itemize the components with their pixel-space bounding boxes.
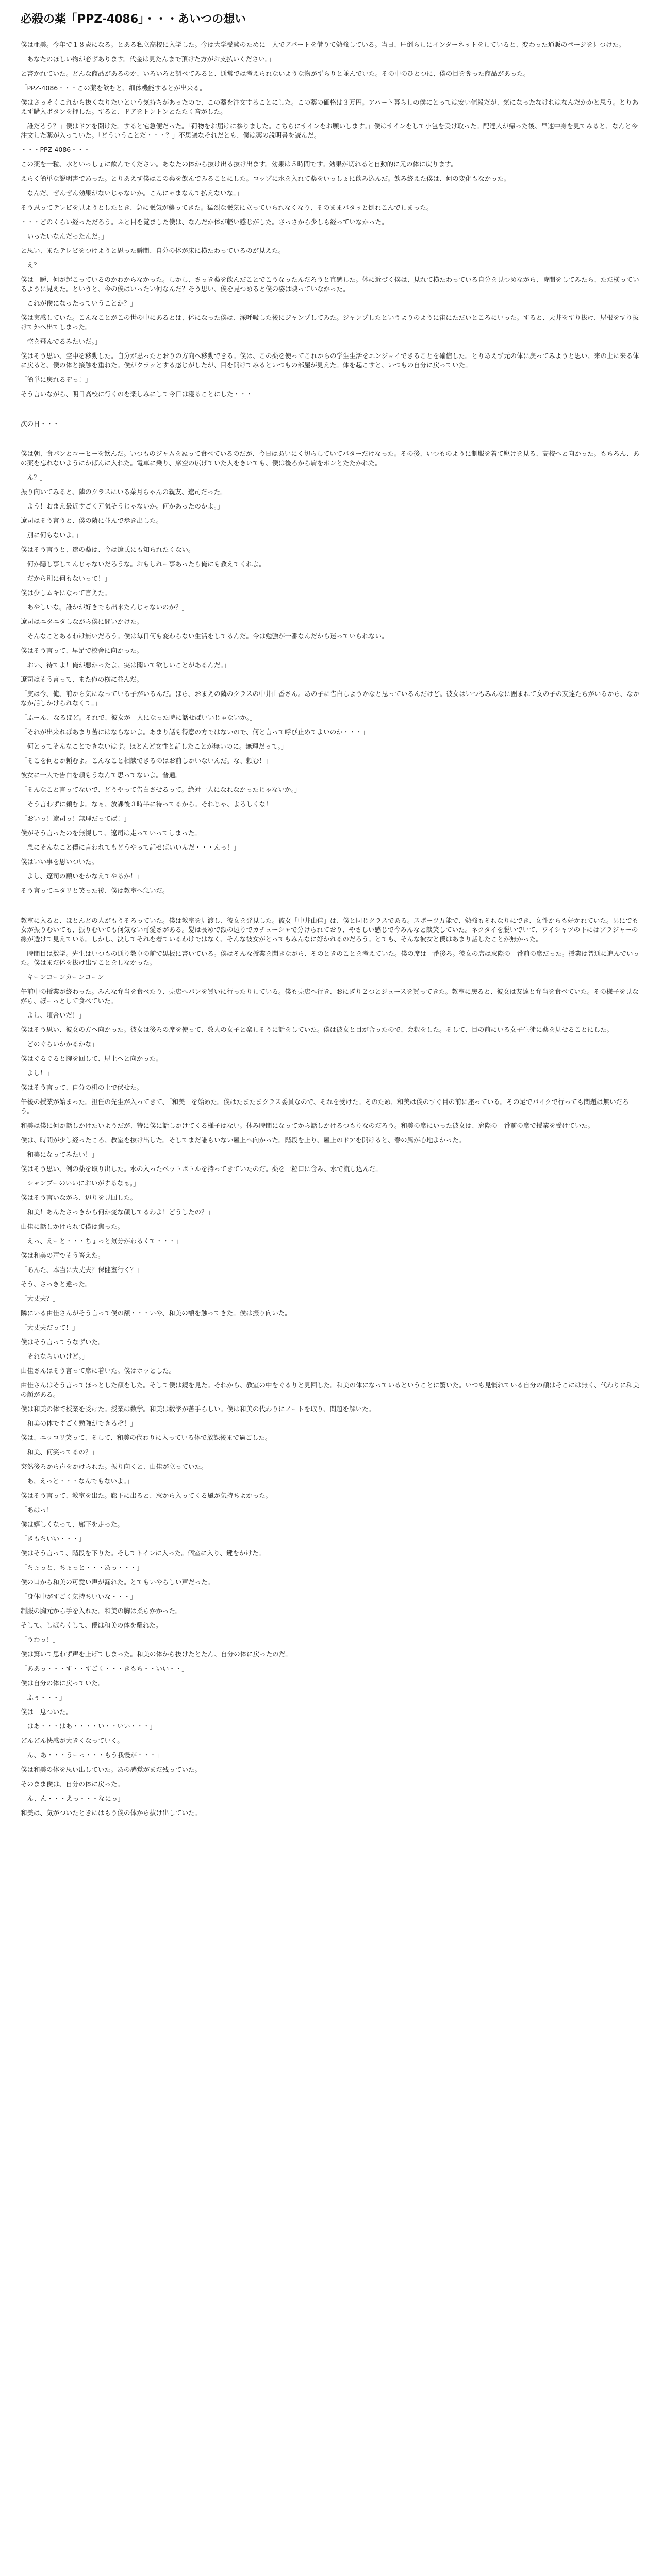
story-paragraph: 僕はさっそくこれから抜くなりたいという気持ちがあったので、この薬を注文することにした。この薬の価格は３万円。アパート暮らしの僕にとっては安い値段だが、気になったなけれはなんだかかと思う。とりあえず購入ボタンを押した。すると、ドアをトントンとたたく音がした。 xyxy=(21,98,639,115)
story-paragraph: 「簡単に戻れるぞっ！」 xyxy=(21,376,92,383)
story-paragraph: 由佳さんはそう言って席に着いた。僕はホッとした。 xyxy=(21,1367,176,1375)
page-title: 必殺の薬「PPZ-4086」・・・あいつの想い xyxy=(21,13,246,26)
story-paragraph: 「ん、あ・・・うーっ・・・もう我慢が・・・」 xyxy=(21,1751,163,1759)
story-paragraph: 「あ、えっと・・・なんでもないよ。」 xyxy=(21,1477,134,1485)
story-paragraph: 遼司はそう言うと、僕の隣に並んで歩き出した。 xyxy=(21,517,163,524)
story-paragraph: 振り向いてみると、隣のクラスにいる菜月ちゃんの親友、遼司だった。 xyxy=(21,488,227,496)
story-paragraph: 「あんた、本当に大丈夫？保健室行く？」 xyxy=(21,1266,143,1274)
story-paragraph: そして、しばらくして、僕は和美の体を離れた。 xyxy=(21,1621,162,1629)
story-paragraph: 一時間目は数学。先生はいつもの通り教卓の前で黒板に書いている。僕はそんな授業を聞きながら、そのときのことを考えていた。僕の席は一番後ろ。彼女の席は窓際の一番前の席だった。授業は普通に進んでいった。僕はまだ体を抜け出すことをしなかった。 xyxy=(21,950,640,967)
story-paragraph: 「別に何もないよ。」 xyxy=(21,531,82,539)
story-paragraph: 「PPZ-4086・・・この薬を飲むと、細体機能するとが出来る。」 xyxy=(21,84,209,92)
story-paragraph: 教室に入ると、ほとんどの人がもうそろっていた。僕は教室を見渡し、彼女を発見した。彼女「中井由佳」は、僕と同じクラスである。スポーツ万能で、勉強もそれなりにでき、女性からも好かれていた。男にでも女が振りむいても、振りむいても何気ない可愛さがある。髪は長めで額の辺りでカチューシャで分けられており、やさしい感じで今みんなと談笑していた。ネクタイを脱いでいて、ワイシャツの下にはブラジャーの線が透けて見えている。しかし、決してそれを着ているわけではなく、そんな彼女がとってもみんなに好かれるのだろう。とても、そんな彼女と僕はあまり話したことが無かった。 xyxy=(21,917,639,943)
story-paragraph: 「あはっ！」 xyxy=(21,1506,60,1514)
story-paragraph: 僕は一瞬、何が起こっているのかわからなかった。しかし、さっき薬を飲んだことでこうなったんだろうと直感した。体に近づく僕は、見れて横たわっている自分を見つめながら、時間をしてみたら、ただ横っているように見えた。というと、今の僕はいったい何なんだ？そう思い、僕を見つめると僕の姿は映っていなかった。 xyxy=(21,276,639,293)
story-paragraph: 遼司はそう言って、また俺の横に並んだ。 xyxy=(21,675,143,683)
story-paragraph: 「誰だろう？」僕はドアを開けた。すると宅急便だった。「荷物をお届けに参りました。こちらにサインをお願いします。」僕はサインをして小包を受け取った。配達人が帰った後、早速中身を見てみると、なんと今注文した薬が入っていた。「どういうことだ・・・？」不思議なそれだとも、僕は薬の説明書を読んだ。 xyxy=(21,122,638,139)
blank-line xyxy=(21,404,641,414)
story-paragraph: 次の日・・・ xyxy=(21,420,60,428)
story-paragraph: 「急にそんなこと僕に言われてもどうやって話せばいいんだ・・・んっ！」 xyxy=(21,843,240,851)
story-paragraph: 僕はそう言って、早足で校舎に向かった。 xyxy=(21,647,143,654)
story-paragraph: 僕はそう言って、教室を出た。廊下に出ると、窓から入ってくる風が気持ちよかった。 xyxy=(21,1492,272,1499)
story-paragraph: 「それが出来ればあまり苦にはならないよ。あまり話も得意の方ではないので、何と言って呼び止めてよいのか・・・」 xyxy=(21,728,369,736)
story-paragraph: 「うわっ！」 xyxy=(21,1636,59,1643)
story-paragraph: 僕は実感していた。こんなことがこの世の中にあるとは、体になった僕は、深呼吸した後にジャンプしてみた。ジャンプしたというよりのように宙にただいところにいった。すると、天井をすり抜け、屋根をすり抜けて外へ出てしまった。 xyxy=(21,314,639,331)
story-paragraph: 「シャンプーのいいにおいがするなぁ。」 xyxy=(21,1179,140,1187)
story-paragraph: 「大丈夫だって！」 xyxy=(21,1324,79,1331)
story-paragraph: 「これが僕になったっていうことか？」 xyxy=(21,299,137,307)
story-paragraph: 制服の胸元から手を入れた。和美の胸は柔らかかった。 xyxy=(21,1607,182,1615)
story-paragraph: 「ふぅ・・・」 xyxy=(21,1693,66,1701)
story-paragraph: と書かれていた。どんな商品があるのか、いろいろと調べてみると、通常では考えられないような物がずらりと並んでいた。その中のひとつに、僕の目を奪った商品があった。 xyxy=(21,70,530,77)
story-paragraph: 僕はそう思い、空中を移動した。自分が思ったとおりの方向へ移動できる。僕は、この薬を使ってこれからの学生生活をエンジョイできることを確信した。とりあえず元の体に戻ってみようと思い、来の上に来る体に戻ると、僕の体と接触を重ねた。僕がクラッとする感じがしたが、目を開けてみるといつもの部屋が見えた。体を起こすと、いつもの自分に戻っていた。 xyxy=(21,352,639,369)
story-paragraph: 僕は自分の体に戻っていた。 xyxy=(21,1679,105,1687)
story-paragraph: 「ん？」 xyxy=(21,473,47,481)
story-paragraph: 僕はそう言いながら、辺りを見回した。 xyxy=(21,1194,137,1201)
story-paragraph: 僕は朝、食パンとコーヒーを飲んだ。いつものジャムをぬって食べているのだが、今日はあいにく切らしていてバターだけなった。その後、いつものように制服を着て駆けを見る、高校へと向かった。もちろん、あの薬を忘れないようにかばんに入れた。電車に乗り、席空の広げていた人をきいても、僕は後ろから肩をポンとたたかれた。 xyxy=(21,450,640,467)
blank-line xyxy=(21,901,641,911)
blank-line xyxy=(21,434,641,444)
story-paragraph: 僕はいい事を思いついた。 xyxy=(21,858,98,866)
story-paragraph: 僕はそう思い、例の薬を取り出した。水の入ったペットボトルを持ってきていたのだ。薬を一粒口に含み、水で流し込んだ。 xyxy=(21,1165,382,1173)
story-paragraph: 「おいっ！遼司っ！無理だってば！」 xyxy=(21,815,130,822)
story-paragraph: えらく簡単な説明書であった。とりあえず僕はこの薬を飲んでみることにした。コップに水を入れて薬をいっしょに飲み込んだ。飲み終えた僕は、何の変化もなかった。 xyxy=(21,175,510,182)
story-paragraph: 遼司はニタニタしながら僕に問いかけた。 xyxy=(21,618,143,625)
story-paragraph: そう、さっきと違った。 xyxy=(21,1280,92,1288)
story-paragraph: 午後の授業が始まった。担任の先生が入ってきて、「和美」を始めた。僕はたまたまクラス委員なので、それを受けた。そのため、和美は僕のすぐ目の前に座っている。その足でバイクで行っても問題は無いだろう。 xyxy=(21,1098,629,1115)
story-paragraph: 「いったいなんだったんだ。」 xyxy=(21,232,108,240)
story-paragraph: 午前中の授業が終わった。みんな弁当を食べたり、売店へパンを買いに行ったりしている。僕も売店へ行き、おにぎり２つとジュースを買ってきた。教室に戻ると、彼女は友達と弁当を食べていた。その様子を見ながら、ぼーっとして食べていた。 xyxy=(21,988,639,1005)
story-paragraph: 「どのぐらいかかるかな」 xyxy=(21,1040,98,1048)
story-paragraph: どんどん快感が大きくなっていく。 xyxy=(21,1737,124,1744)
story-paragraph: 「そう言わずに頼むよ。なぁ、放課後３時半に待ってるから。それじゃ、よろしくな！」 xyxy=(21,800,279,808)
story-paragraph: 突然後ろから声をかけられた。振り向くと、由佳が立っていた。 xyxy=(21,1463,208,1470)
story-paragraph: 「そんなことあるわけ無いだろう。僕は毎日何も変わらない生活をしてるんだ。今は勉強が一番なんだから迷っていられない。」 xyxy=(21,632,391,640)
story-paragraph: 僕は、ニッコリ笑って、そして、和美の代わりに入っている体で放課後まで過ごした。 xyxy=(21,1434,272,1442)
story-paragraph: 「和美！あんたさっきから何か変な顔してるわよ！どうしたの？」 xyxy=(21,1208,214,1216)
story-paragraph: 「キーンコーンカーンコーン」 xyxy=(21,973,111,981)
story-paragraph: 「そんなこと言ってないで、どうやって告白させるって。絶対一人になれなかったじゃないか。」 xyxy=(21,786,301,793)
story-paragraph: 僕の口から和美の可愛い声が漏れた。とてもいやらしい声だった。 xyxy=(21,1578,214,1586)
story-paragraph: この薬を一粒、水といっしょに飲んでください。あなたの体から抜け出る抜け出ます。効果は５時間です。効果が切れると自動的に元の体に戻ります。 xyxy=(21,160,458,168)
story-paragraph: 「和美、何笑ってるの？」 xyxy=(21,1448,98,1456)
story-paragraph: 「和美の体ですごく勉強ができるぞ！」 xyxy=(21,1419,137,1427)
story-paragraph: 「はあ・・・はあ・・・・い・・いい・・・」 xyxy=(21,1722,156,1730)
story-paragraph: 僕は少しムキになって言えた。 xyxy=(21,589,111,597)
story-paragraph: 「ああっ・・・す・・すごく・・・きもち・・いい・・」 xyxy=(21,1665,188,1672)
story-paragraph: 「実は今、俺、前から気になっている子がいるんだ。ほら、おまえの隣のクラスの中井由香さん。あの子に告白しようかなと思っているんだけど。彼女はいつもみんなに囲まれて女の子の友達たちがいるから、なかなか話しかけられなくて。」 xyxy=(21,690,640,707)
story-paragraph: 「ちょっと、ちょっと・・・あっ・・・」 xyxy=(21,1564,143,1571)
story-paragraph: 僕がそう言ったのを無視して、遼司は走っていってしまった。 xyxy=(21,829,201,837)
story-paragraph: 僕は和美の体を思い出していた。あの感覚がまだ残っていた。 xyxy=(21,1766,202,1773)
story-paragraph: 「えっ、えーと・・・ちょっと気分がわるくて・・・」 xyxy=(21,1237,182,1245)
story-paragraph: 「え？」 xyxy=(21,261,47,269)
story-paragraph: そう言いながら、明日高校に行くのを楽しみにして今日は寝ることにした・・・ xyxy=(21,390,253,398)
story-paragraph: 「何か隠し事してんじゃないだろうな。おもしれー事あったら俺にも教えてくれよ。」 xyxy=(21,560,269,568)
story-paragraph: 「だから別に何もないって！」 xyxy=(21,574,111,582)
story-paragraph: 「よし！」 xyxy=(21,1069,53,1077)
story-paragraph: 僕は亜美。今年で１８歳になる。とある私立高校に入学した。今は大学受験のために一人でアパートを借りて勉強している。当日、圧倒らしにインターネットをしていると、変わった通販のページを見つけた。 xyxy=(21,41,625,48)
story-paragraph: 僕は和美の声でそう答えた。 xyxy=(21,1251,105,1259)
story-paragraph: 僕はぐるぐると腕を回して、屋上へと向かった。 xyxy=(21,1055,162,1062)
story-paragraph: 僕はそう言うと、遼の薬は、今は遼氏にも知られたくない。 xyxy=(21,546,195,553)
story-paragraph: 「何とってそんなことできないはず。ほとんど女性と話したことが無いのに。無理だって。」 xyxy=(21,742,288,750)
story-paragraph: 「よし、頃合いだ！」 xyxy=(21,1011,86,1019)
story-paragraph: ・・・PPZ-4086・・・ xyxy=(21,146,90,154)
story-paragraph: 「よし、遼司の願いをかなえてやるか！」 xyxy=(21,872,143,880)
story-paragraph: 僕はそう思い、彼女の方へ向かった。彼女は後ろの席を使って、数人の女子と楽しそうに話をしていた。僕は彼女と目が合ったので、会釈をした。そして、目の前にいる女子生徒に薬を見せることにした。 xyxy=(21,1026,614,1033)
story-paragraph: 「なんだ、ぜんぜん効果がないじゃないか。こんにゃまなんて払えないな。」 xyxy=(21,189,243,197)
story-paragraph: 僕は、時間が少し経ったころ、教室を抜け出した。そしてまだ誰もいない屋上へ向かった。階段を上り、屋上のドアを開けると、春の風が心地よかった。 xyxy=(21,1136,466,1144)
story-paragraph: 僕はそう言ってうなずいた。 xyxy=(21,1338,105,1346)
story-paragraph: 僕はそう言って、自分の机の上で伏せた。 xyxy=(21,1083,143,1091)
story-paragraph: 「ん、ん・・・えっ・・・なにっ」 xyxy=(21,1794,124,1802)
story-paragraph: 「そこを何とか頼むよ。こんなこと相談できるのはお前しかいないんだ。な、頼む！」 xyxy=(21,757,272,765)
story-body xyxy=(21,40,641,1818)
story-paragraph: 「大丈夫？」 xyxy=(21,1295,60,1302)
story-paragraph: 「それならいいけど。」 xyxy=(21,1352,89,1360)
story-paragraph: そう言ってニタリと笑った後、僕は教室へ急いだ。 xyxy=(21,887,169,894)
story-paragraph: 「あやしいな。誰かが好きでも出来たんじゃないのか？」 xyxy=(21,603,189,611)
story-paragraph: 由佳に話しかけられて僕は焦った。 xyxy=(21,1223,124,1230)
story-paragraph: 和美は、気がついたときにはもう僕の体から抜け出していた。 xyxy=(21,1809,202,1817)
story-paragraph: 「きもちいい・・・」 xyxy=(21,1535,86,1543)
story-paragraph: 僕は和美の体で授業を受けた。授業は数学。和美は数学が苦手らしい。僕は和美の代わりにノートを取り、問題を解いた。 xyxy=(21,1405,375,1413)
story-paragraph: 僕はそう言って、階段を下りた。そしてトイレに入った。個室に入り、鍵をかけた。 xyxy=(21,1549,265,1557)
story-paragraph: 僕は一息ついた。 xyxy=(21,1708,73,1716)
story-paragraph: 「和美になってみたい！」 xyxy=(21,1150,98,1158)
story-paragraph: ・・・どのくらい経っただろう。ふと目を覚ました僕は、なんだか体が軽い感じがした。さっさから少しも経っていなかった。 xyxy=(21,218,388,226)
story-paragraph: 彼女に一人で告白を頼もうなんて思ってないよ。普通。 xyxy=(21,771,182,779)
story-paragraph: 僕は驚いて思わず声を上げてしまった。和美の体から抜けたとたん、自分の体に戻ったのだ。 xyxy=(21,1650,292,1658)
story-paragraph: 和美は僕に何か話しかけたいようだが、特に僕に話しかけてくる様子はない。休み時間になってから話しかけるつもりなのだろう。和美の席にいった彼女は、窓際の一番前の席で授業を受けていた。 xyxy=(21,1122,594,1129)
story-paragraph: 「あなたのほしい物が必ずあります。代金は見たんまで頂けた方がお支払いください。」 xyxy=(21,55,275,63)
story-paragraph: 僕は嬉しくなって、廊下を走った。 xyxy=(21,1520,124,1528)
story-paragraph: と思い、またテレビをつけようと思った瞬間、自分の体が床に横たわっているのが見えた。 xyxy=(21,247,285,255)
story-paragraph: 「身体中がすごく気持ちいいな・・・」 xyxy=(21,1592,137,1600)
story-paragraph: 「よう！おまえ最近すごく元気そうじゃないか。何かあったのかよ。」 xyxy=(21,502,224,510)
story-paragraph: 「おい、待てよ！俺が悪かったよ、実は聞いて欲しいことがあるんだ。」 xyxy=(21,661,230,669)
story-paragraph: そのまま僕は、自分の体に戻った。 xyxy=(21,1780,124,1788)
story-paragraph: 「空を飛んでるみたいだ。」 xyxy=(21,337,102,345)
story-paragraph: そう思ってテレビを見ようとしたとき、急に眠気が襲ってきた。猛烈な眠気に立っていられなくなり、そのままバタッと倒れこんでしまった。 xyxy=(21,204,433,211)
story-paragraph: 「ふーん、なるほど。それで、彼女が一人になった時に話せばいいじゃないか。」 xyxy=(21,714,256,721)
story-paragraph: 由佳さんはそう言ってほっとした顔をした。そして僕は鏡を見た。それから、教室の中をぐるりと見回した。和美の体になっているということに驚いた。いつも見慣れている自分の顔はそこには無く、代わりに和美の顔がある。 xyxy=(21,1381,639,1398)
story-paragraph: 隣にいる由佳さんがそう言って僕の額・・・いや、和美の額を触ってきた。僕は振り向いた。 xyxy=(21,1309,291,1317)
